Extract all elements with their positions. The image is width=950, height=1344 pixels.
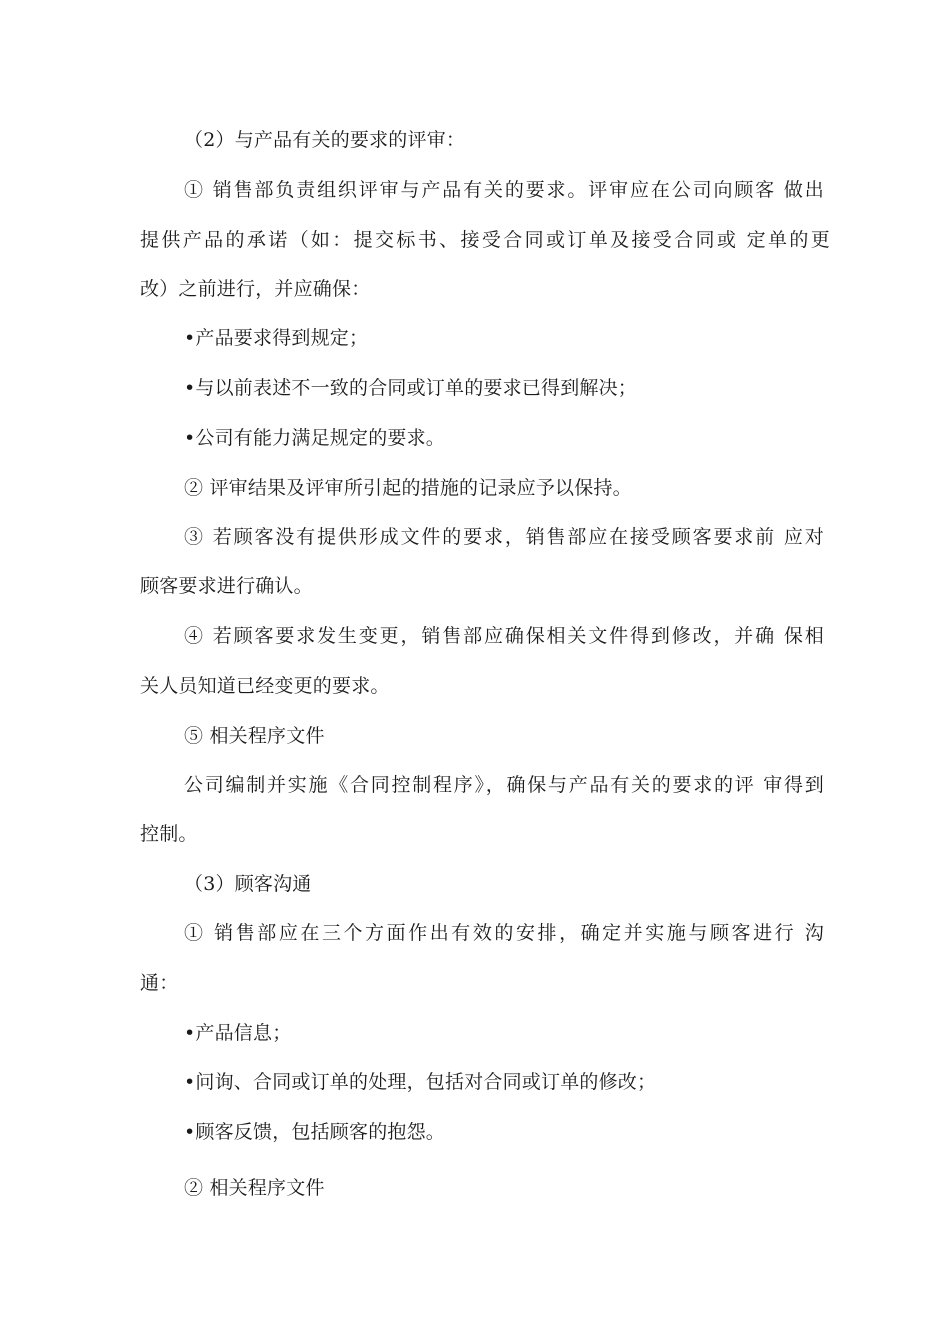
paragraph-line: 顾客要求进行确认。 <box>140 575 313 597</box>
bullet-item: •产品信息； <box>184 1022 292 1044</box>
paragraph-line: 提供产品的承诺（如：提交标书、接受合同或订单及接受合同或 定单的更 <box>140 229 830 251</box>
paragraph-line: 关人员知道已经变更的要求。 <box>140 675 390 697</box>
bullet-item: •顾客反馈，包括顾客的抱怨。 <box>184 1121 446 1143</box>
section-heading-product-review: （2）与产品有关的要求的评审： <box>184 129 466 151</box>
paragraph-line: ③ 若顾客没有提供形成文件的要求，销售部应在接受顾客要求前 应对 <box>184 526 824 548</box>
paragraph-line: ④ 若顾客要求发生变更，销售部应确保相关文件得到修改，并确 保相 <box>184 625 824 647</box>
bullet-item: •问询、合同或订单的处理，包括对合同或订单的修改； <box>184 1071 657 1093</box>
paragraph-line: ⑤ 相关程序文件 <box>184 725 325 747</box>
paragraph-line: 改）之前进行，并应确保： <box>140 278 371 300</box>
bullet-item: •公司有能力满足规定的要求。 <box>184 427 446 449</box>
bullet-item: •产品要求得到规定； <box>184 327 369 349</box>
paragraph-line: ② 相关程序文件 <box>184 1177 325 1199</box>
paragraph-line: 公司编制并实施《合同控制程序》，确保与产品有关的要求的评 审得到 <box>184 774 824 796</box>
paragraph-line: 控制。 <box>140 823 198 845</box>
bullet-item: •与以前表述不一致的合同或订单的要求已得到解决； <box>184 377 638 399</box>
paragraph-line: ① 销售部负责组织评审与产品有关的要求。评审应在公司向顾客 做出 <box>184 179 824 201</box>
paragraph-line: ① 销售部应在三个方面作出有效的安排，确定并实施与顾客进行 沟 <box>184 922 824 944</box>
paragraph-line: ② 评审结果及评审所引起的措施的记录应予以保持。 <box>184 477 632 499</box>
section-heading-customer-communication: （3）顾客沟通 <box>184 873 312 895</box>
paragraph-line: 通： <box>140 972 179 994</box>
